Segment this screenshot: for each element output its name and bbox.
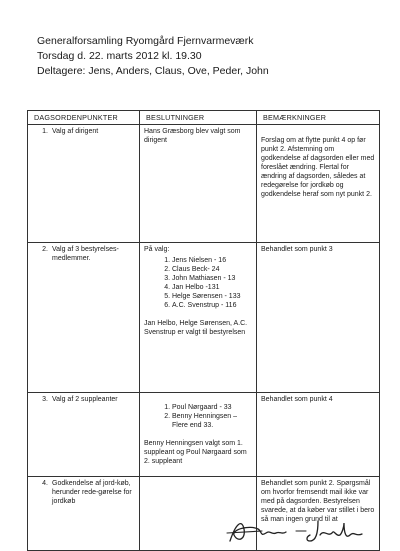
decision-text: Hans Græsborg blev valgt som dirigent [144, 128, 241, 144]
agenda-item [32, 245, 135, 263]
agenda-item-cell [28, 393, 140, 477]
candidate-list [144, 256, 252, 310]
list-item: 3. John Mathiasen - 13 [172, 274, 252, 283]
agenda-item-text: Godkendelse af jord-køb, herunder rede-gørelse for jordkøb [52, 480, 132, 505]
column-header-agenda: DAGSORDENPUNKTER [28, 111, 140, 125]
agenda-table [27, 110, 380, 551]
decision-text: Benny Henningsen valgt som 1. suppleant og Poul Nørgaard som 2. suppleant [144, 440, 247, 465]
agenda-item-number: 3. [42, 396, 48, 403]
meeting-date: Torsdag d. 22. marts 2012 kl. 19.30 [37, 50, 202, 62]
column-header-remarks: BEMÆRKNINGER [257, 111, 380, 125]
decision-cell [140, 393, 257, 477]
candidate-list [144, 403, 252, 430]
list-item: 5. Helge Sørensen - 133 [172, 292, 252, 301]
agenda-item-text: Valg af dirigent [52, 128, 99, 135]
agenda-item-text: Valg af 2 suppleanter [52, 396, 118, 403]
agenda-item-cell [28, 243, 140, 393]
agenda-item-number: 1. [42, 128, 48, 135]
agenda-item-number: 2. [42, 246, 48, 253]
agenda-item [32, 395, 135, 404]
list-item: 1. Jens Nielsen - 16 [172, 256, 252, 265]
participants: Deltagere: Jens, Anders, Claus, Ove, Peder, John [37, 65, 269, 77]
column-header-decisions: BESLUTNINGER [140, 111, 257, 125]
list-item: 4. Jan Helbo -131 [172, 283, 252, 292]
agenda-item-text: Valg af 3 bestyrelses-medlemmer. [52, 246, 119, 262]
table-row [28, 243, 380, 393]
remark-cell [257, 393, 380, 477]
decision-intro: På valg: [144, 246, 170, 253]
table-row [28, 393, 380, 477]
agenda-item-number: 4. [42, 480, 48, 487]
agenda-item-cell [28, 125, 140, 243]
remark-cell [257, 243, 380, 393]
list-item: 6. A.C. Svenstrup - 116 [172, 301, 252, 310]
remark-text: Behandlet som punkt 4 [261, 396, 333, 403]
meeting-title: Generalforsamling Ryomgård Fjernvarmeværk [37, 35, 254, 47]
table-row [28, 125, 380, 243]
agenda-item [32, 479, 135, 506]
remark-cell [257, 125, 380, 243]
agenda-item [32, 127, 135, 136]
handwritten-signature [222, 515, 372, 547]
remark-text: Forslag om at flytte punkt 4 op før punkt 2. Afstemning om godkendelse af dagsorden eller med foreslået ændring. Flertal for ændring af dagsorden, således at redegørelse for jordkøb og godkendelse heraf som nyt punkt 2. [261, 137, 375, 198]
list-item: 2. Claus Beck- 24 [172, 265, 252, 274]
remark-text: Behandlet som punkt 3 [261, 246, 333, 253]
decision-cell [140, 243, 257, 393]
document-header [37, 34, 377, 79]
list-item: 2. Benny Henningsen – Flere end 33. [172, 412, 252, 430]
agenda-item-cell [28, 477, 140, 551]
decision-text: Jan Helbo, Helge Sørensen, A.C. Svenstrup er valgt til bestyrelsen [144, 320, 248, 336]
table-header-row [28, 111, 380, 125]
decision-cell [140, 125, 257, 243]
list-item: 1. Poul Nørgaard - 33 [172, 403, 252, 412]
remark-text: Behandlet som punkt 2. Spørgsmål om hvorfor fremsendt mail ikke var med på dagsorden. Bestyrelsen svarede, at da køber var stillet i bero så man ingen grund til at [261, 480, 375, 523]
